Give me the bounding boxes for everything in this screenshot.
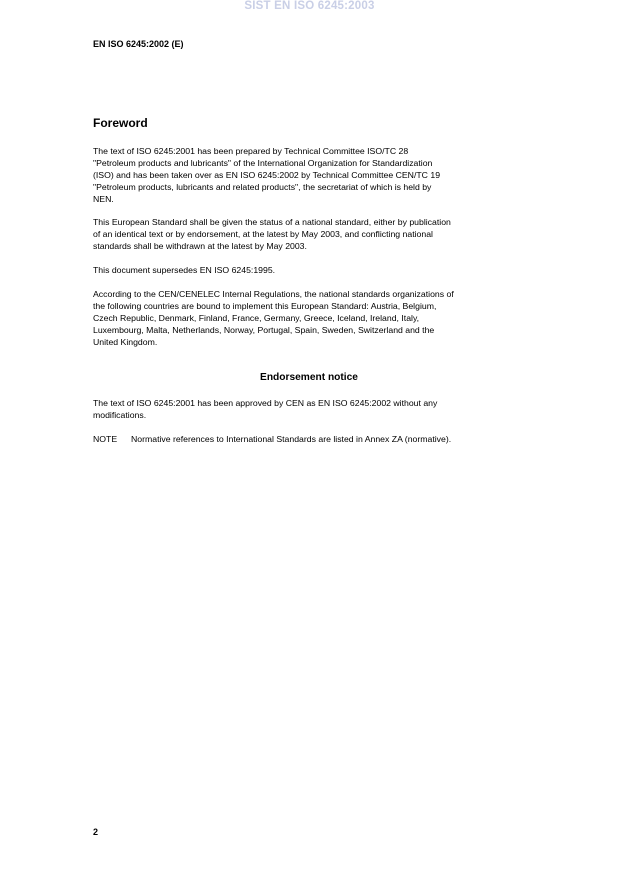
watermark: SIST EN ISO 6245:2003 xyxy=(244,0,375,12)
text-line: (ISO) and has been taken over as EN ISO 6245:2002 by Technical Committee CEN/TC 19 xyxy=(93,170,441,180)
foreword-heading: Foreword xyxy=(93,116,148,130)
text-line: According to the CEN/CENELEC Internal Regulations, the national standards organizations of xyxy=(93,289,454,299)
text-line: of an identical text or by endorsement, at the latest by May 2003, and conflicting national xyxy=(93,229,433,239)
text-line: "Petroleum products, lubricants and related products", the secretariat of which is held by xyxy=(93,182,432,192)
text-line: Czech Republic, Denmark, Finland, France, Germany, Greece, Iceland, Ireland, Italy, xyxy=(93,313,420,323)
text-line: "Petroleum products and lubricants" of the International Organization for Standardization xyxy=(93,158,433,168)
foreword-paragraph-2 xyxy=(93,216,543,252)
text-line: The text of ISO 6245:2001 has been prepared by Technical Committee ISO/TC 28 xyxy=(93,146,409,156)
endorsement-paragraph xyxy=(93,397,543,421)
foreword-paragraph-4 xyxy=(93,288,543,348)
text-line: United Kingdom. xyxy=(93,337,158,347)
foreword-paragraph-3 xyxy=(93,264,543,276)
endorsement-heading: Endorsement notice xyxy=(260,372,358,383)
note-label: NOTE xyxy=(93,434,118,444)
text-line: The text of ISO 6245:2001 has been approved by CEN as EN ISO 6245:2002 without any xyxy=(93,398,438,408)
text-line: standards shall be withdrawn at the latest by May 2003. xyxy=(93,241,307,251)
note xyxy=(93,433,451,445)
page-number: 2 xyxy=(93,827,99,837)
document-id: EN ISO 6245:2002 (E) xyxy=(93,39,184,49)
foreword-paragraph-1 xyxy=(93,145,543,205)
text-line: Luxembourg, Malta, Netherlands, Norway, Portugal, Spain, Sweden, Switzerland and the xyxy=(93,325,435,335)
text-line: This European Standard shall be given the status of a national standard, either by publication xyxy=(93,217,451,227)
note-text: Normative references to International Standards are listed in Annex ZA (normative). xyxy=(131,434,452,444)
text-line: This document supersedes EN ISO 6245:1995. xyxy=(93,265,276,275)
text-line: the following countries are bound to implement this European Standard: Austria, Belgium, xyxy=(93,301,437,311)
text-line: NEN. xyxy=(93,194,114,204)
text-line: modifications. xyxy=(93,410,147,420)
